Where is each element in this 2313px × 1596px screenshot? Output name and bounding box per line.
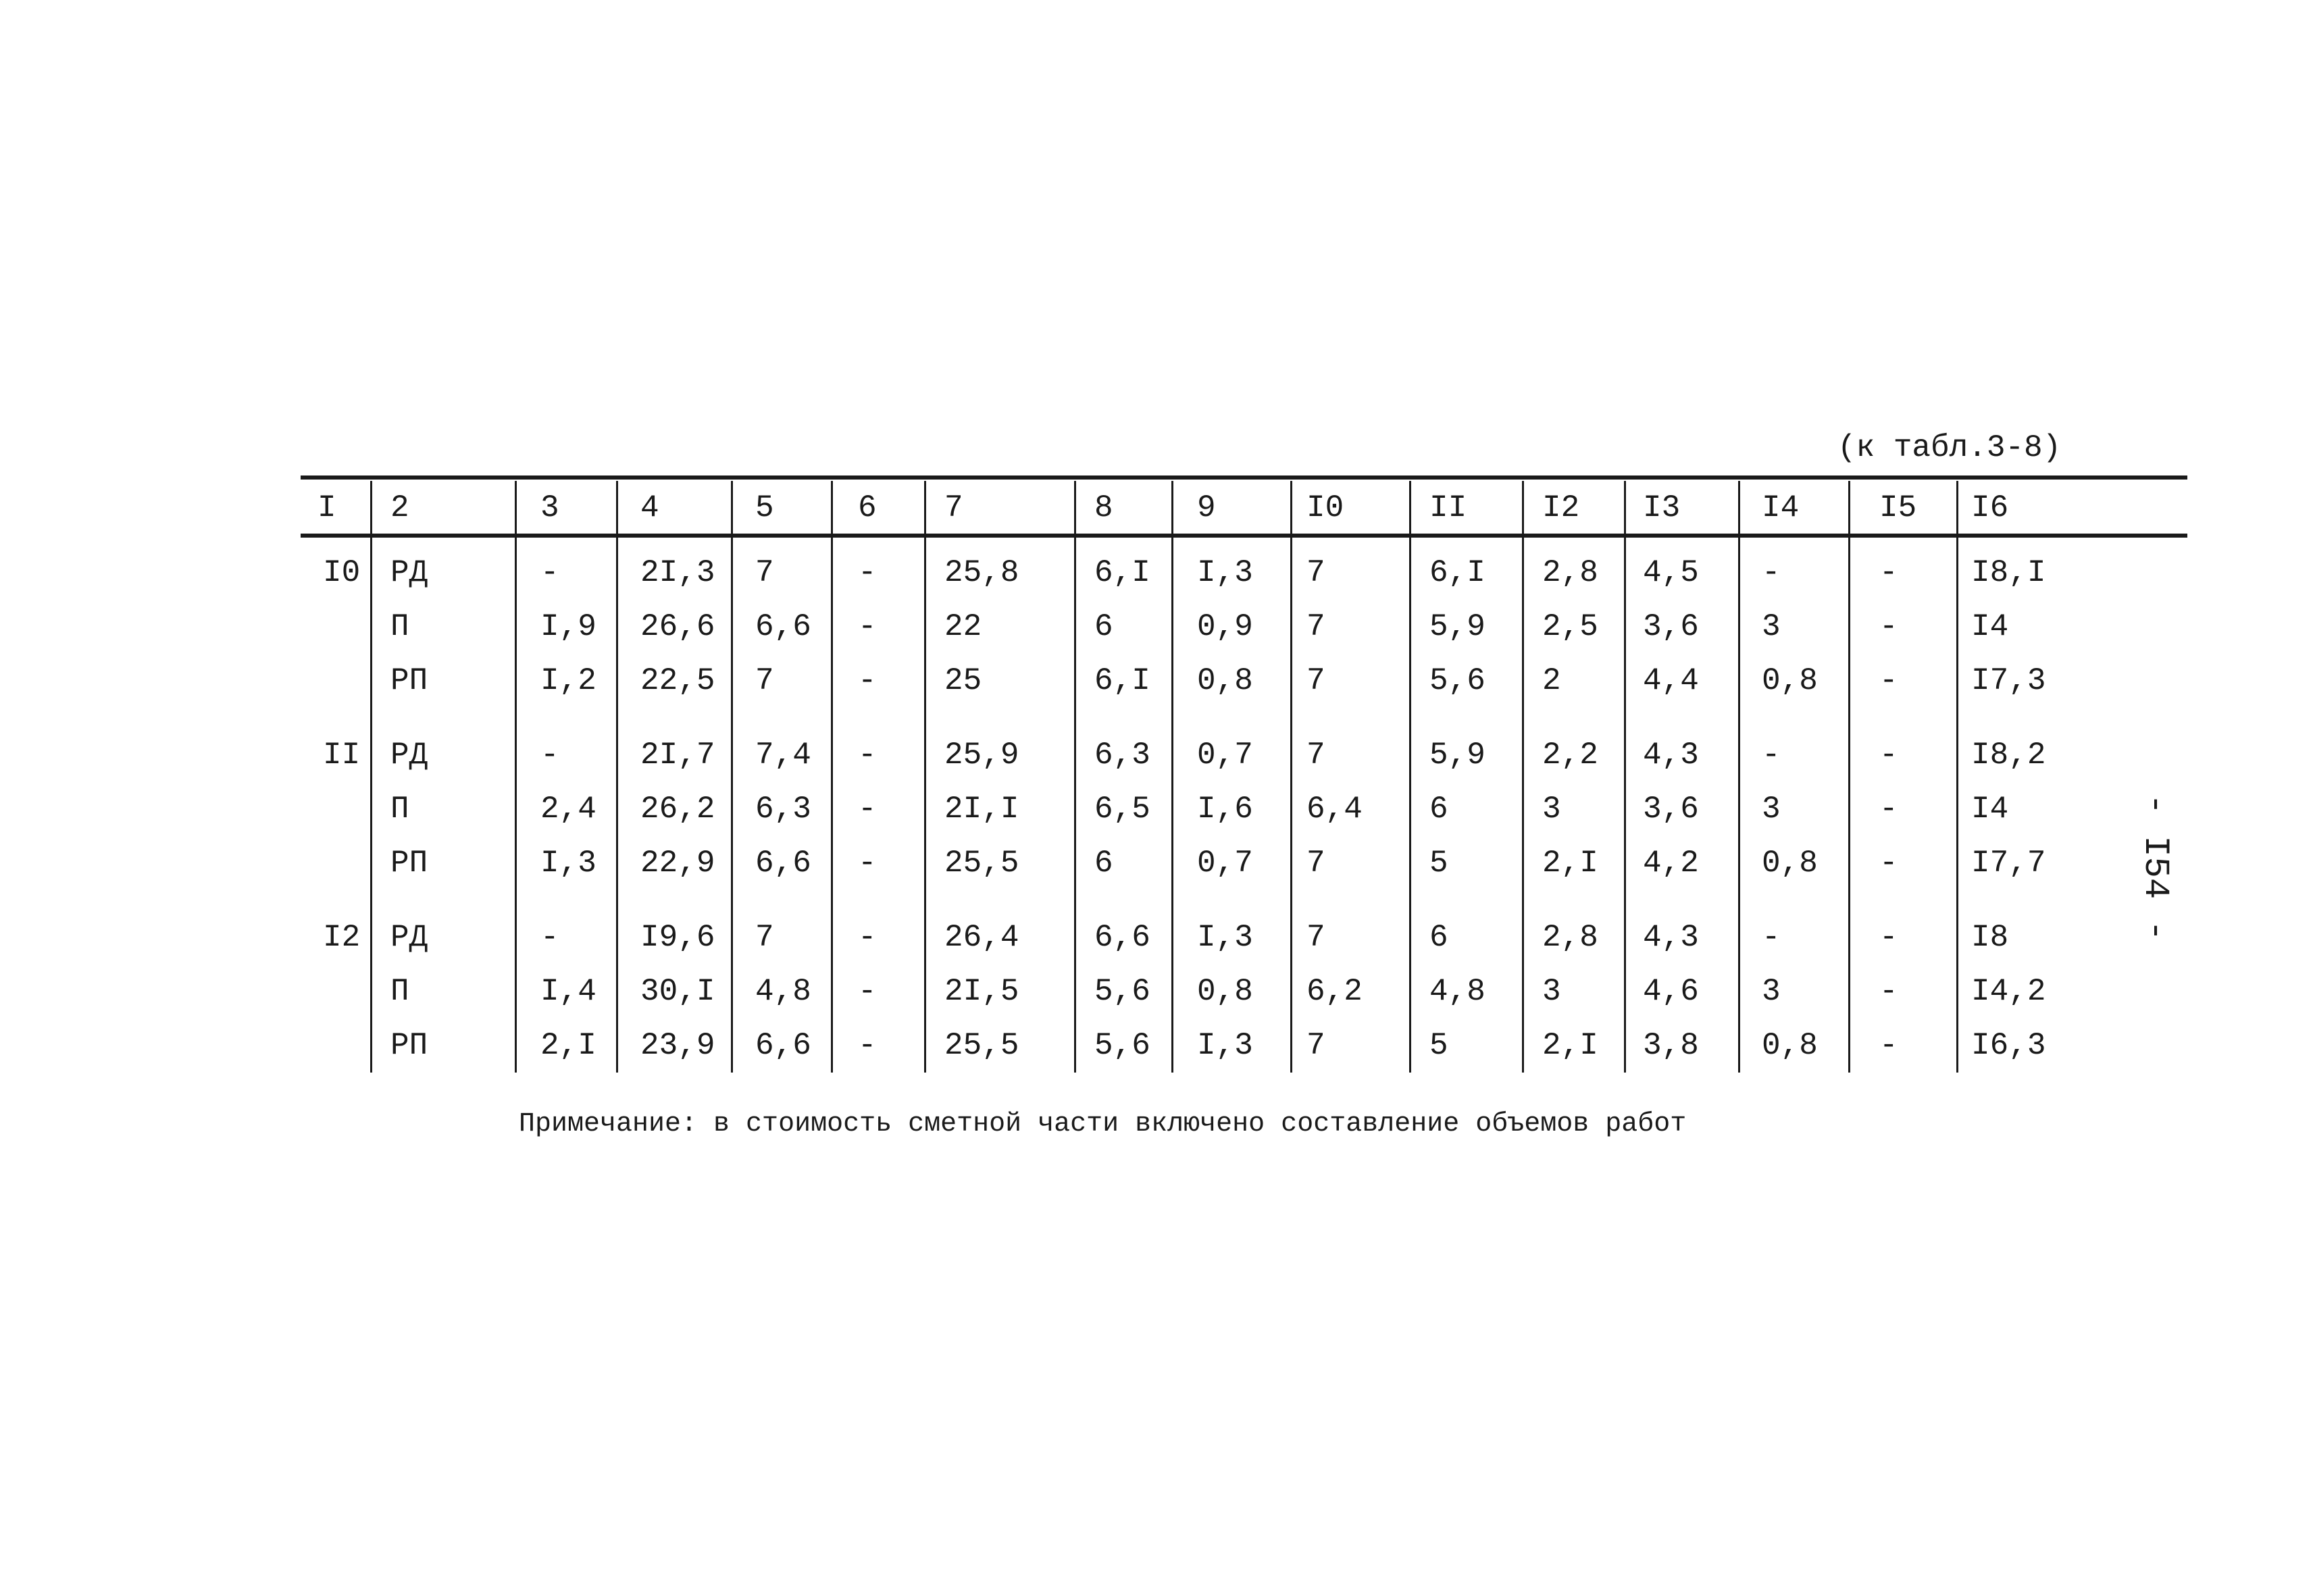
table-cell: 6 [1429,792,1448,827]
table-cell: I,4 [540,974,596,1009]
table-cell: 3,6 [1643,609,1699,644]
table-cell: 6,3 [755,792,811,827]
table-cell: 22 [944,609,982,644]
row-type-label: РД [390,920,428,955]
table-cell: 6,3 [1094,738,1150,773]
table-cell: 7 [755,555,774,590]
table-cell: 6,4 [1306,792,1363,827]
table-cell: 5 [1429,1028,1448,1063]
table-cell: 6,I [1429,555,1485,590]
table-cell: - [540,738,559,773]
table-reference: (к табл.3-8) [1837,430,2062,465]
table-cell: 7 [1306,663,1325,698]
table-cell: 7 [1306,846,1325,881]
table-cell: I7,3 [1971,663,2046,698]
table-cell: 4,4 [1643,663,1699,698]
column-header: I6 [1971,490,2009,525]
table-cell: - [1762,738,1781,773]
column-divider [1409,481,1411,1073]
table-cell: - [858,792,877,827]
table-cell: 6,I [1094,555,1150,590]
column-divider [1522,481,1524,1073]
table-cell: 6,6 [755,1028,811,1063]
table-cell: 25 [944,663,982,698]
table-cell: 25,9 [944,738,1019,773]
table-cell: - [540,920,559,955]
table-cell: I,3 [1197,1028,1253,1063]
table-cell: 5,6 [1094,1028,1150,1063]
table-cell: - [858,663,877,698]
table-cell: 4,5 [1643,555,1699,590]
table-cell: - [1879,555,1898,590]
row-type-label: П [390,609,409,644]
column-header: I [317,490,336,525]
table-header-rule [301,534,2187,538]
table-cell: 6 [1429,920,1448,955]
table-cell: - [1879,920,1898,955]
table-note: Примечание: в стоимость сметной части включено составление объемов работ [519,1109,1687,1139]
table-cell: I,3 [540,846,596,881]
column-divider [1848,481,1850,1073]
column-divider [924,481,926,1073]
table-cell: 0,7 [1197,738,1253,773]
row-type-label: РД [390,738,428,773]
table-cell: 25,8 [944,555,1019,590]
table-cell: 22,9 [640,846,715,881]
table-cell: 2,I [1542,846,1598,881]
table-cell: - [1879,738,1898,773]
table-top-rule [301,475,2187,480]
row-type-label: П [390,792,409,827]
table-cell: 3 [1542,792,1561,827]
row-group-label: I0 [323,555,361,590]
table-cell: - [858,738,877,773]
row-type-label: РП [390,846,428,881]
column-header: 3 [540,490,559,525]
table-cell: 6,6 [755,609,811,644]
table-cell: - [1879,609,1898,644]
table-cell: I4 [1971,792,2009,827]
table-cell: 4,3 [1643,738,1699,773]
table-cell: 3 [1762,792,1781,827]
column-divider [515,481,517,1073]
table-cell: 3,6 [1643,792,1699,827]
table-cell: 0,7 [1197,846,1253,881]
table-cell: - [858,609,877,644]
row-type-label: РП [390,1028,428,1063]
column-header: 4 [640,490,659,525]
table-cell: - [1879,974,1898,1009]
table-cell: 2,5 [1542,609,1598,644]
table-cell: - [858,920,877,955]
table-cell: I7,7 [1971,846,2046,881]
table-cell: - [858,555,877,590]
column-header: 8 [1094,490,1113,525]
table-cell: 7 [1306,920,1325,955]
table-cell: 6,6 [755,846,811,881]
table-cell: 6,5 [1094,792,1150,827]
table-cell: 5,6 [1094,974,1150,1009]
table-cell: 25,5 [944,1028,1019,1063]
table-cell: - [1879,792,1898,827]
column-divider [616,481,618,1073]
column-header: II [1429,490,1467,525]
column-header: 9 [1197,490,1216,525]
table-cell: - [858,846,877,881]
table-cell: I,2 [540,663,596,698]
table-cell: 4,8 [1429,974,1485,1009]
table-cell: 2I,I [944,792,1019,827]
table-cell: - [1762,555,1781,590]
table-cell: 4,3 [1643,920,1699,955]
column-divider [1171,481,1173,1073]
table-cell: 30,I [640,974,715,1009]
table-cell: I9,6 [640,920,715,955]
table-cell: 0,8 [1197,974,1253,1009]
table-cell: 5,9 [1429,609,1485,644]
table-cell: I8,2 [1971,738,2046,773]
table-cell: I,9 [540,609,596,644]
table-cell: 6 [1094,609,1113,644]
table-cell: I4,2 [1971,974,2046,1009]
table-cell: 7 [1306,738,1325,773]
table-cell: 0,8 [1762,1028,1818,1063]
column-divider [731,481,733,1073]
table-cell: 5,6 [1429,663,1485,698]
table-cell: 2I,3 [640,555,715,590]
table-cell: - [858,974,877,1009]
column-divider [1738,481,1740,1073]
table-cell: I4 [1971,609,2009,644]
column-divider [831,481,833,1073]
row-type-label: РД [390,555,428,590]
column-divider [1290,481,1292,1073]
column-header: 2 [390,490,409,525]
table-cell: I6,3 [1971,1028,2046,1063]
row-group-label: I2 [323,920,361,955]
table-cell: 7 [1306,555,1325,590]
table-cell: - [1879,663,1898,698]
table-cell: - [540,555,559,590]
table-cell: 3 [1762,974,1781,1009]
table-cell: 4,6 [1643,974,1699,1009]
table-cell: I,6 [1197,792,1253,827]
column-header: I2 [1542,490,1580,525]
table-cell: 25,5 [944,846,1019,881]
table-cell: - [1762,920,1781,955]
table-cell: 2,I [540,1028,596,1063]
table-cell: 2,8 [1542,920,1598,955]
table-cell: 2I,7 [640,738,715,773]
table-cell: 2,4 [540,792,596,827]
table-cell: 0,9 [1197,609,1253,644]
table-cell: 26,2 [640,792,715,827]
table-cell: 7,4 [755,738,811,773]
table-cell: I8 [1971,920,2009,955]
table-cell: 22,5 [640,663,715,698]
table-cell: 4,8 [755,974,811,1009]
column-divider [1956,481,1958,1073]
page-number: - I54 - [2135,794,2175,942]
table-cell: 7 [1306,1028,1325,1063]
column-divider [1074,481,1076,1073]
column-header: 5 [755,490,774,525]
table-cell: 26,4 [944,920,1019,955]
row-type-label: П [390,974,409,1009]
table-cell: 5 [1429,846,1448,881]
table-cell: 0,8 [1762,663,1818,698]
table-cell: - [858,1028,877,1063]
table-cell: 23,9 [640,1028,715,1063]
table-cell: I,3 [1197,920,1253,955]
table-cell: 5,9 [1429,738,1485,773]
table-cell: 6,6 [1094,920,1150,955]
table-cell: 2,2 [1542,738,1598,773]
table-cell: 3 [1542,974,1561,1009]
table-cell: 3 [1762,609,1781,644]
table-cell: 2,8 [1542,555,1598,590]
column-header: 7 [944,490,963,525]
column-divider [1624,481,1626,1073]
column-header: I4 [1762,490,1800,525]
column-header: I0 [1306,490,1344,525]
table-cell: 7 [1306,609,1325,644]
row-type-label: РП [390,663,428,698]
table-cell: 2,I [1542,1028,1598,1063]
table-cell: 7 [755,663,774,698]
table-cell: 6,I [1094,663,1150,698]
row-group-label: II [323,738,361,773]
table-cell: 7 [755,920,774,955]
column-divider [370,481,372,1073]
table-cell: I,3 [1197,555,1253,590]
table-cell: 2 [1542,663,1561,698]
column-header: I3 [1643,490,1681,525]
table-cell: - [1879,1028,1898,1063]
table-cell: 6 [1094,846,1113,881]
table-cell: 3,8 [1643,1028,1699,1063]
table-cell: 6,2 [1306,974,1363,1009]
table-cell: - [1879,846,1898,881]
table-cell: 26,6 [640,609,715,644]
column-header: I5 [1879,490,1917,525]
table-cell: 2I,5 [944,974,1019,1009]
column-header: 6 [858,490,877,525]
table-cell: I8,I [1971,555,2046,590]
table-cell: 0,8 [1762,846,1818,881]
table-cell: 4,2 [1643,846,1699,881]
table-cell: 0,8 [1197,663,1253,698]
